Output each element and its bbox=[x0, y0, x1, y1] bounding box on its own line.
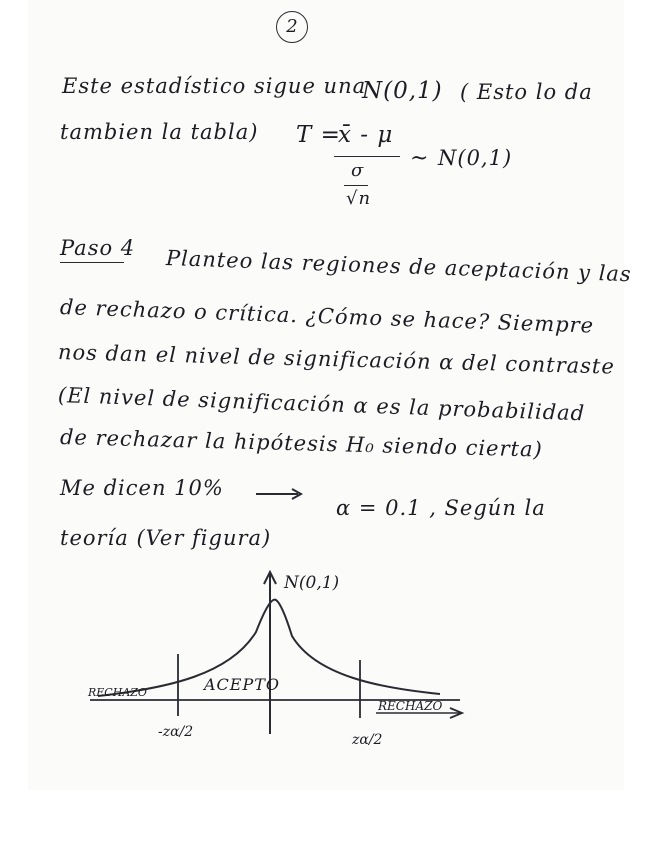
center-region-label: ACEPTO bbox=[204, 675, 281, 694]
paso-line5: de rechazar la hipótesis H₀ siendo cierta) bbox=[59, 425, 544, 462]
fraction-bar bbox=[334, 156, 400, 157]
inner-fraction-bar bbox=[344, 185, 368, 186]
paso-line2: de rechazo o crítica. ¿Cómo se hace? Siempre bbox=[59, 295, 595, 338]
formula-sigma: σ bbox=[351, 160, 365, 181]
line2-text: tambien la tabla) bbox=[60, 120, 259, 144]
normal-distribution-figure bbox=[80, 566, 480, 766]
formula-distribution: N(0,1) bbox=[438, 146, 513, 170]
heading-underline bbox=[60, 262, 124, 263]
page-number: 2 bbox=[276, 11, 308, 43]
paso-line1: Planteo las regiones de aceptación y las bbox=[165, 246, 633, 287]
paso-line6-right: α = 0.1 , Según la bbox=[336, 496, 546, 520]
statistic-label: T = bbox=[296, 122, 341, 148]
axis-label: N(0,1) bbox=[284, 573, 340, 593]
left-tick-label: -zα/2 bbox=[158, 724, 194, 740]
paso-line6-left: Me dicen 10% bbox=[60, 476, 224, 500]
line1-text: Este estadístico sigue una bbox=[62, 74, 367, 98]
arrow-icon bbox=[252, 484, 306, 504]
formula-sqrt-n: √n bbox=[346, 188, 372, 209]
formula-tilde: ~ bbox=[410, 146, 430, 171]
right-region-label: RECHAZO bbox=[378, 699, 443, 713]
paso-line4: (El nivel de significación α es la probabilidad bbox=[57, 383, 586, 426]
line1-distribution: N(0,1) bbox=[362, 78, 443, 104]
paso-line7: teoría (Ver figura) bbox=[60, 526, 272, 550]
formula-numerator: x̄ - μ bbox=[338, 122, 394, 148]
left-region-label: RECHAZO bbox=[88, 686, 147, 699]
paso-line3: nos dan el nivel de significación α del contraste bbox=[57, 340, 616, 379]
line1-note: ( Esto lo da bbox=[460, 80, 593, 104]
right-tick-label: zα/2 bbox=[352, 732, 383, 748]
paso-heading: Paso 4 bbox=[60, 236, 136, 260]
